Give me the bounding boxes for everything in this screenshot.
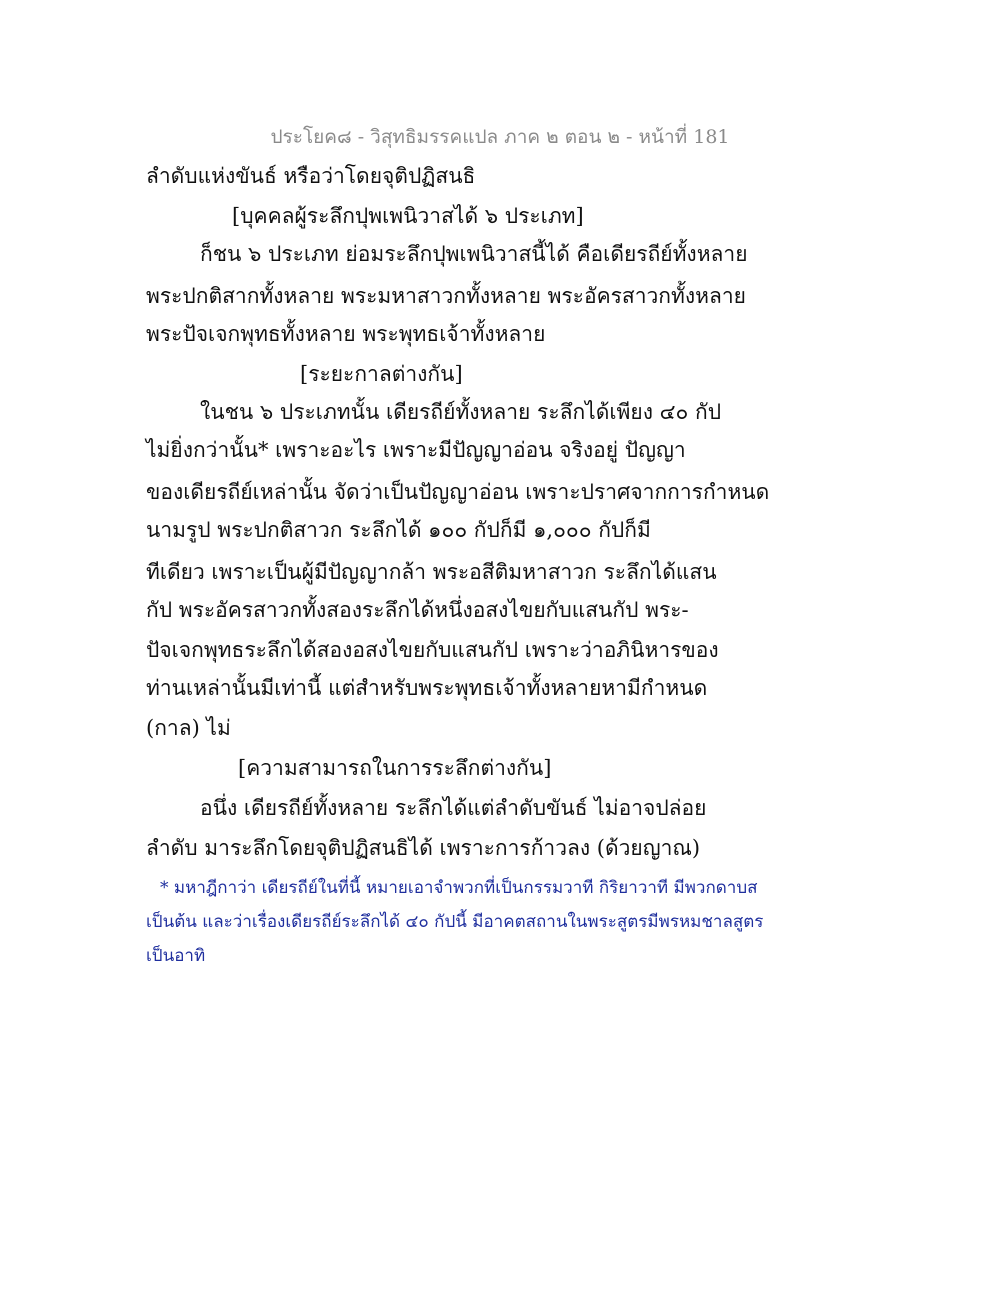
body-line: ไม่ยิ่งกว่านั้น* เพราะอะไร เพราะมีปัญญาอ่อน จริงอยู่ ปัญญา — [146, 438, 686, 462]
body-line: กัป พระอัครสาวกทั้งสองระลึกได้หนึ่งอสงไขยกับแสนกัป พระ- — [146, 598, 689, 622]
section-heading: [ระยะกาลต่างกัน] — [300, 362, 463, 386]
footnote-line: เป็นอาทิ — [146, 946, 206, 966]
section-heading: [บุคคลผู้ระลึกปุพเพนิวาสได้ ๖ ประเภท] — [232, 204, 584, 228]
body-line: ลำดับ มาระลึกโดยจุติปฏิสนธิได้ เพราะการก้าวลง (ด้วยญาณ) — [146, 836, 701, 860]
body-line: อนึ่ง เดียรถีย์ทั้งหลาย ระลึกได้แต่ลำดับขันธ์ ไม่อาจปล่อย — [200, 796, 707, 820]
body-line: พระปกติสากทั้งหลาย พระมหาสาวกทั้งหลาย พระอัครสาวกทั้งหลาย — [146, 284, 746, 308]
section-heading: [ความสามารถในการระลึกต่างกัน] — [238, 756, 552, 780]
body-line: พระปัจเจกพุทธทั้งหลาย พระพุทธเจ้าทั้งหลาย — [146, 322, 546, 346]
body-line: (กาล) ไม่ — [146, 716, 231, 740]
body-line: ในชน ๖ ประเภทนั้น เดียรถีย์ทั้งหลาย ระลึกได้เพียง ๔๐ กัป — [200, 400, 722, 424]
body-line: นามรูป พระปกติสาวก ระลึกได้ ๑๐๐ กัปก็มี ๑,๐๐๐ กัปก็มี — [146, 518, 651, 542]
body-line: ปัจเจกพุทธระลึกได้สองอสงไขยกับแสนกัป เพราะว่าอภินิหารของ — [146, 638, 719, 662]
body-line: ก็ชน ๖ ประเภท ย่อมระลึกปุพเพนิวาสนี้ได้ คือเดียรถีย์ทั้งหลาย — [200, 242, 748, 266]
body-line: ท่านเหล่านั้นมีเท่านี้ แต่สำหรับพระพุทธเจ้าทั้งหลายหามีกำหนด — [146, 676, 708, 700]
body-line: ทีเดียว เพราะเป็นผู้มีปัญญากล้า พระอสีติมหาสาวก ระลึกได้แสน — [146, 560, 717, 584]
page-header: ประโยค๘ - วิสุทธิมรรคแปล ภาค ๒ ตอน ๒ - หน้าที่ 181 — [270, 126, 730, 148]
body-line: ของเดียรถีย์เหล่านั้น จัดว่าเป็นปัญญาอ่อน เพราะปราศจากการกำหนด — [146, 480, 770, 504]
footnote-line: เป็นต้น และว่าเรื่องเดียรถีย์ระลึกได้ ๔๐ กัปนี้ มีอาคตสถานในพระสูตรมีพรหมชาลสูตร — [146, 912, 764, 932]
footnote-line: * มหาฎีกาว่า เดียรถีย์ในที่นี้ หมายเอาจำพวกที่เป็นกรรมวาที กิริยาวาที มีพวกดาบส — [160, 878, 758, 898]
body-line: ลำดับแห่งขันธ์ หรือว่าโดยจุติปฏิสนธิ — [146, 164, 476, 188]
